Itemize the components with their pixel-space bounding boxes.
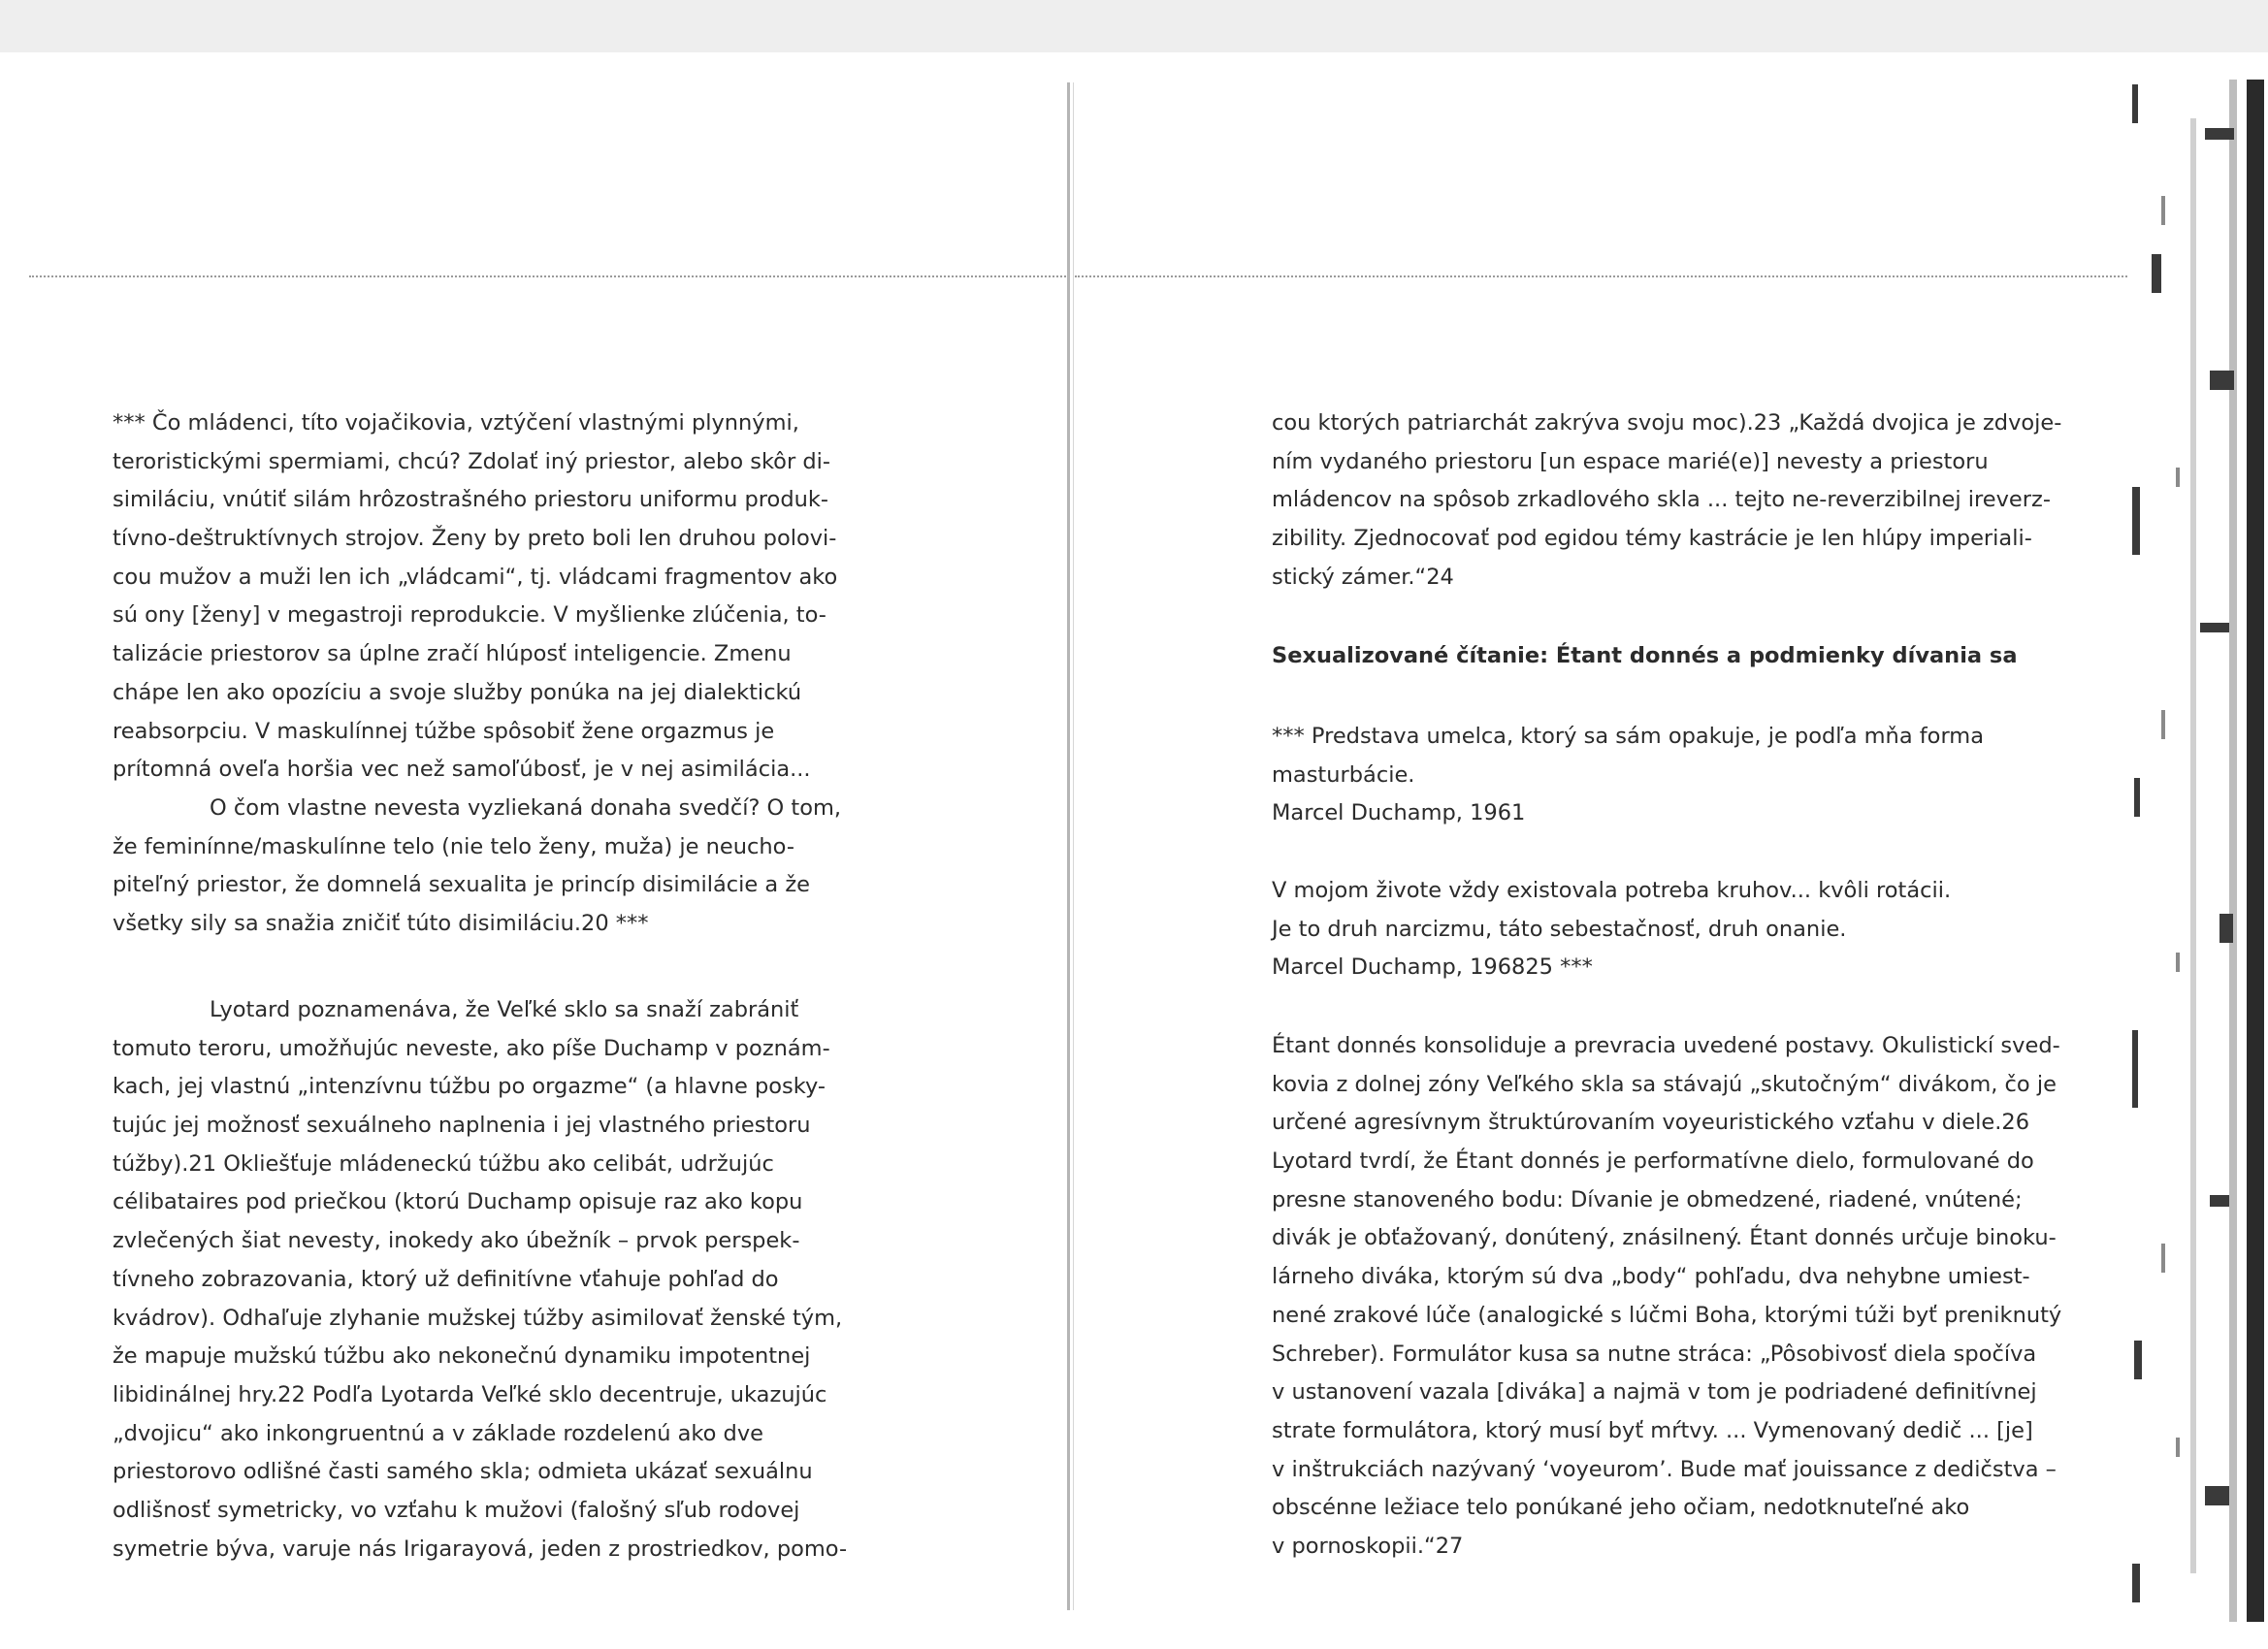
text-line: určené agresívnym štruktúrovaním voyeuristického vzťahu v diele.26 — [1272, 1110, 2030, 1136]
text-line: zvlečených šiat nevesty, inokedy ako úbežník – prvok perspek- — [113, 1228, 800, 1254]
text-line: túžby).21 Okliešťuje mládeneckú túžbu ako celibát, udržujúc — [113, 1150, 774, 1177]
text-line: tomuto teroru, umožňujúc neveste, ako píše Duchamp v poznám- — [113, 1035, 830, 1061]
text-line: kach, jej vlastnú „intenzívnu túžbu po orgazme“ (a hlavne posky- — [113, 1074, 826, 1100]
text-line: presne stanoveného bodu: Dívanie je obmedzené, riadené, vnútené; — [1272, 1186, 2023, 1212]
text-line: reabsorpciu. V maskulínnej túžbe spôsobiť žene orgazmus je — [113, 718, 775, 744]
text-line: zibility. Zjednocovať pod egidou témy kastrácie je len hlúpy imperiali- — [1272, 526, 2032, 552]
epigraph-2 — [1272, 872, 1951, 987]
text-line: nené zrakové lúče (analogické s lúčmi Boha, ktorými túži byť preniknutý — [1272, 1302, 2062, 1328]
text-line: *** Predstava umelca, ktorý sa sám opakuje, je podľa mňa forma — [1272, 724, 1985, 749]
right-paragraph-2 — [1272, 1027, 2061, 1567]
text-line: priestorovo odlišné časti samého skla; odmieta ukázať sexuálnu — [113, 1459, 813, 1485]
text-line: v pornoskopii.“27 — [1272, 1533, 1464, 1559]
text-line: divák je obťažovaný, donútený, znásilnený. Étant donnés určuje binoku- — [1272, 1225, 2057, 1251]
text-line: piteľný priestor, že domnelá sexualita je princíp disimilácie a že — [113, 872, 810, 898]
text-line: teroristickými spermiami, chcú? Zdolať iný priestor, alebo skôr di- — [113, 448, 831, 474]
text-line: Marcel Duchamp, 196825 *** — [1272, 954, 1593, 981]
left-paragraph-2 — [113, 991, 847, 1568]
text-line: že mapuje mužskú túžbu ako nekonečnú dynamiku impotentnej — [113, 1343, 811, 1370]
text-line: Marcel Duchamp, 1961 — [1272, 800, 1526, 826]
text-line: že feminínne/maskulínne telo (nie telo ženy, muža) je neucho- — [113, 833, 794, 859]
text-line: prítomná oveľa horšia vec než samoľúbosť, je v nej asimilácia... — [113, 757, 811, 783]
text-line: kovia z dolnej zóny Veľkého skla sa stávajú „skutočným“ divákom, čo je — [1272, 1071, 2057, 1097]
text-line: célibataires pod priečkou (ktorú Duchamp opisuje raz ako kopu — [113, 1189, 803, 1215]
text-line: ním vydaného priestoru [un espace marié(e)] nevesty a priestoru — [1272, 448, 1989, 474]
text-line: Lyotard tvrdí, že Étant donnés je performatívne dielo, formulované do — [1272, 1148, 2034, 1175]
text-line: Schreber). Formulátor kusa sa nutne stráca: „Pôsobivosť diela spočíva — [1272, 1341, 2037, 1367]
text-line: v ustanovení vazala [diváka] a najmä v tom je podriadené definitívnej — [1272, 1379, 2037, 1406]
text-line: V mojom živote vždy existovala potreba kruhov... kvôli rotácii. — [1272, 878, 1952, 903]
dotted-rule-right — [1075, 275, 2127, 277]
dotted-rule-left — [29, 275, 1069, 277]
text-line: O čom vlastne nevesta vyzliekaná donaha svedčí? O tom, — [210, 794, 842, 821]
text-line: *** Čo mládenci, títo vojačikovia, vztýčení vlastnými plynnými, — [113, 410, 799, 436]
text-line: sú ony [ženy] v megastroji reprodukcie. V myšlienke zlúčenia, to- — [113, 602, 826, 629]
text-line: Étant donnés konsoliduje a prevracia uvedené postavy. Okulistickí sved- — [1272, 1033, 2060, 1058]
section-heading: Sexualizované čítanie: Étant donnés a podmienky dívania sa — [1272, 643, 2018, 668]
text-line: tívneho zobrazovania, ktorý už definitívne vťahuje pohľad do — [113, 1266, 779, 1292]
text-line: „dvojicu“ ako inkongruentnú a v základe rozdelenú ako dve — [113, 1420, 764, 1446]
text-line: stický zámer.“24 — [1272, 564, 1454, 590]
text-line: v inštrukciách nazývaný ‘voyeurom’. Bude mať jouissance z dedičstva – — [1272, 1456, 2057, 1482]
right-paragraph-1 — [1272, 404, 2061, 597]
text-line: chápe len ako opozíciu a svoje služby ponúka na jej dialektickú — [113, 679, 802, 705]
text-line: mládencov na spôsob zrkadlového skla ... tejto ne-reverzibilnej ireverz- — [1272, 487, 2051, 513]
text-line: všetky sily sa snažia zničiť túto disimiláciu.20 *** — [113, 910, 649, 936]
text-line: masturbácie. — [1272, 761, 1415, 788]
scan-top-margin — [0, 0, 2268, 52]
text-line: kvádrov). Odhaľuje zlyhanie mužskej túžby asimilovať ženské tým, — [113, 1305, 843, 1331]
text-line: libidinálnej hry.22 Podľa Lyotarda Veľké sklo decentruje, ukazujúc — [113, 1381, 827, 1407]
text-line: Lyotard poznamenáva, že Veľké sklo sa snaží zabrániť — [210, 997, 799, 1022]
left-paragraph-1 — [113, 404, 841, 944]
text-line: lárneho diváka, ktorým sú dva „body“ pohľadu, dva nehybne umiest- — [1272, 1264, 2030, 1290]
text-line: talizácie priestorov sa úplne zračí hlúposť inteligencie. Zmenu — [113, 641, 792, 667]
text-line: cou ktorých patriarchát zakrýva svoju moc).23 „Každá dvojica je zdvoje- — [1272, 410, 2062, 436]
text-line: tívno-deštruktívnych strojov. Ženy by preto boli len druhou polovi- — [113, 526, 837, 552]
epigraph-1 — [1272, 718, 1984, 833]
text-line: strate formulátora, ktorý musí byť mŕtvy. ... Vymenovaný dedič ... [je] — [1272, 1417, 2033, 1443]
scan-edge-artifact — [2132, 80, 2268, 1622]
book-gutter-shadow — [1073, 82, 1074, 1610]
text-line: tujúc jej možnosť sexuálneho naplnenia i jej vlastného priestoru — [113, 1113, 811, 1139]
text-line: odlišnosť symetricky, vo vzťahu k mužovi (falošný sľub rodovej — [113, 1497, 800, 1523]
book-gutter — [1067, 82, 1070, 1610]
text-line: similáciu, vnútiť silám hrôzostrašného priestoru uniformu produk- — [113, 487, 829, 513]
text-line: cou mužov a muži len ich „vládcami“, tj. vládcami fragmentov ako — [113, 564, 838, 590]
text-line: Je to druh narcizmu, táto sebestačnosť, druh onanie. — [1272, 916, 1847, 942]
text-line: symetrie býva, varuje nás Irigarayová, jeden z prostriedkov, pomo- — [113, 1536, 848, 1562]
text-line: obscénne ležiace telo ponúkané jeho očiam, nedotknuteľné ako — [1272, 1495, 1970, 1521]
